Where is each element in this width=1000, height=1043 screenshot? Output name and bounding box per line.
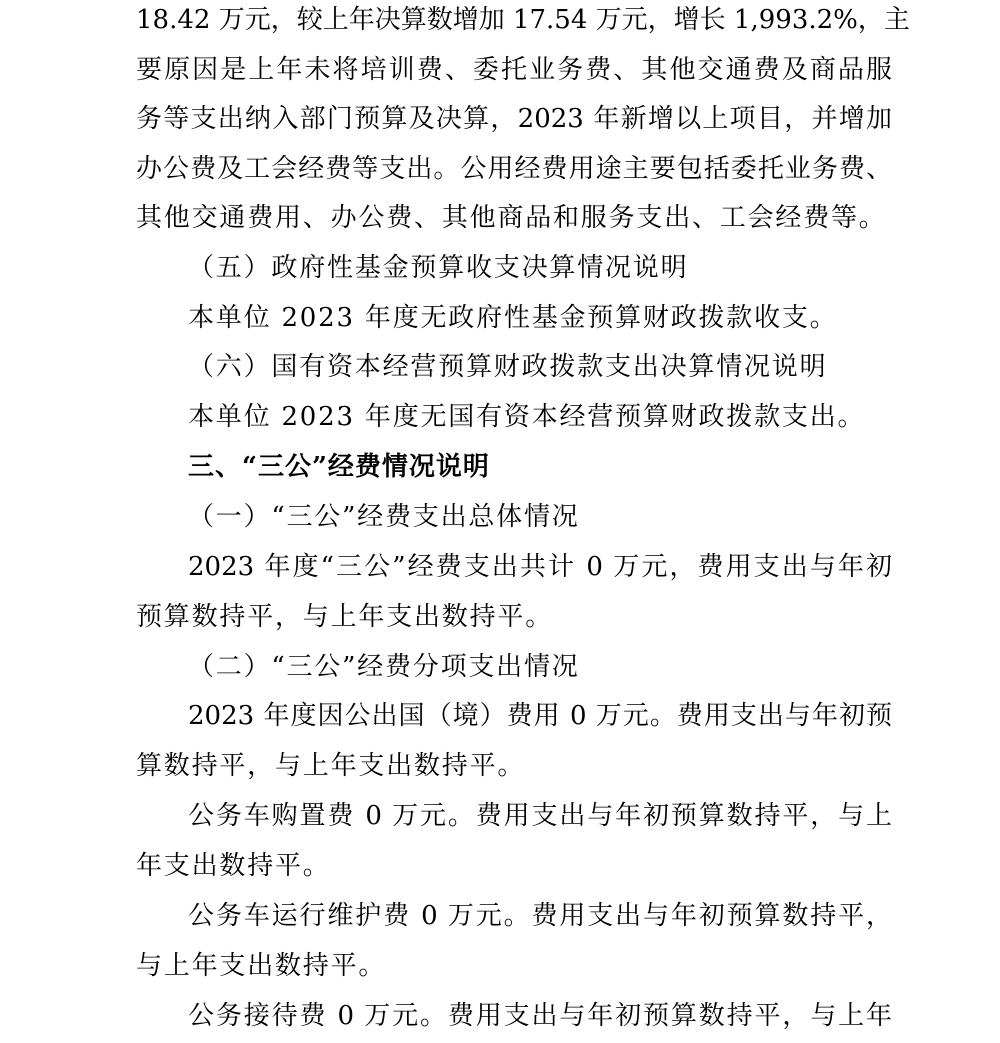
body-text-line: 要原因是上年未将培训费、委托业务费、其他交通费及商品服	[136, 55, 892, 85]
body-text-line: 2023 年度“三公”经费支出共计 0 万元，费用支出与年初	[188, 552, 892, 582]
body-text-line: 公务车购置费 0 万元。费用支出与年初预算数持平，与上	[188, 801, 892, 831]
body-text-line: 与上年支出数持平。	[136, 951, 387, 981]
body-text-line: 务等支出纳入部门预算及决算，2023 年新增以上项目，并增加	[136, 104, 892, 134]
section-heading-six: （六）国有资本经营预算财政拨款支出决算情况说明	[188, 352, 828, 382]
body-text-line: 2023 年度因公出国（境）费用 0 万元。费用支出与年初预	[188, 701, 892, 731]
body-text-line: 预算数持平，与上年支出数持平。	[136, 602, 554, 632]
body-text-line: 其他交通费用、办公费、其他商品和服务支出、工会经费等。	[136, 203, 887, 233]
body-text-line: 办公费及工会经费等支出。公用经费用途主要包括委托业务费、	[136, 154, 892, 184]
body-text-line: 18.42 万元，较上年决算数增加 17.54 万元，增长 1,993.2%，主	[136, 5, 910, 35]
body-text-line: 算数持平，与上年支出数持平。	[136, 751, 526, 781]
section-heading-one: （一）“三公”经费支出总体情况	[188, 502, 580, 532]
section-heading-five: （五）政府性基金预算收支决算情况说明	[188, 253, 689, 283]
body-text-line: 本单位 2023 年度无国有资本经营预算财政拨款支出。	[188, 402, 866, 432]
body-text-line: 公务车运行维护费 0 万元。费用支出与年初预算数持平，	[188, 901, 892, 931]
body-text-line: 公务接待费 0 万元。费用支出与年初预算数持平，与上年	[188, 1001, 892, 1031]
body-text-line: 年支出数持平。	[136, 851, 331, 881]
section-heading-two: （二）“三公”经费分项支出情况	[188, 652, 580, 682]
chapter-heading-three: 三、“三公”经费情况说明	[188, 452, 490, 482]
body-text-line: 本单位 2023 年度无政府性基金预算财政拨款收支。	[188, 303, 838, 333]
